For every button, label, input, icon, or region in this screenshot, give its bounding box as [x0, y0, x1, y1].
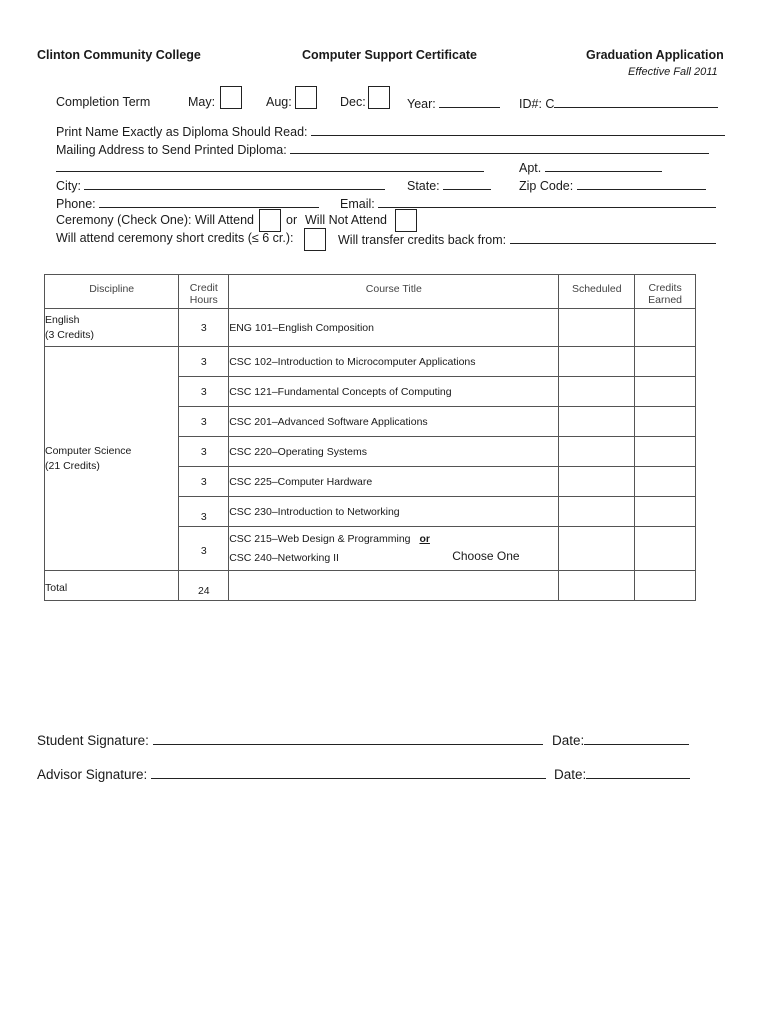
credits-earned-cell[interactable] [635, 407, 696, 437]
ceremony-label: Ceremony (Check One): Will Attend [56, 213, 254, 227]
student-signature-field [37, 731, 543, 748]
credit-hours-cell: 3 [179, 467, 229, 497]
will-not-attend-label: Will Not Attend [305, 213, 387, 227]
discipline-header: Discipline [45, 275, 179, 309]
mailing-address-field [56, 141, 709, 157]
id-field [519, 95, 718, 111]
apt-input[interactable] [545, 159, 662, 172]
course-choice-or: or [419, 532, 430, 545]
course-title-cell: CSC 230–Introduction to Networking [229, 497, 559, 527]
credit-hours-cell: 3 [179, 347, 229, 377]
credits-earned-cell[interactable] [635, 467, 696, 497]
scheduled-cell[interactable] [559, 377, 635, 407]
credit-hours-header-1: Credit [189, 282, 218, 294]
course-title-cell: CSC 201–Advanced Software Applications [229, 407, 559, 437]
total-hours: 24 [179, 571, 229, 601]
or-label: or [286, 213, 298, 227]
apt-field [519, 159, 662, 175]
email-label: Email: [340, 197, 375, 211]
city-input[interactable] [84, 177, 385, 190]
print-name-input[interactable] [311, 123, 725, 136]
advisor-date-label: Date: [554, 767, 587, 782]
credit-hours-cell: 3 [179, 377, 229, 407]
choose-one-note: Choose One [452, 549, 520, 563]
credit-hours-cell: 3 [179, 407, 229, 437]
email-input[interactable] [378, 195, 716, 208]
credits-earned-cell[interactable] [635, 437, 696, 467]
student-date-input[interactable] [584, 731, 689, 745]
total-scheduled-cell[interactable] [559, 571, 635, 601]
address-line-2-input[interactable] [56, 159, 484, 172]
credits-earned-cell[interactable] [635, 309, 696, 347]
credits-earned-cell[interactable] [635, 527, 696, 571]
aug-checkbox[interactable] [295, 86, 317, 109]
transfer-input[interactable] [510, 231, 716, 244]
discipline-english [45, 309, 179, 347]
credits-earned-cell[interactable] [635, 497, 696, 527]
mailing-address-label: Mailing Address to Send Printed Diploma: [56, 143, 287, 157]
advisor-signature-label: Advisor Signature: [37, 767, 148, 782]
student-date-label: Date: [552, 733, 585, 748]
discipline-cs-credits: (21 Credits) [45, 459, 100, 472]
credits-earned-header-1: Credits [648, 282, 682, 294]
table-row [45, 347, 696, 377]
scheduled-cell[interactable] [559, 309, 635, 347]
course-title-header: Course Title [229, 275, 559, 309]
will-attend-checkbox[interactable] [259, 209, 281, 232]
course-table [44, 274, 696, 601]
total-earned-cell[interactable] [635, 571, 696, 601]
course-title-cell: CSC 220–Operating Systems [229, 437, 559, 467]
course-choice-option-2: CSC 240–Networking II [229, 551, 339, 564]
course-title-cell: CSC 225–Computer Hardware [229, 467, 559, 497]
credit-hours-header-2: Hours [189, 294, 218, 306]
credit-hours-cell: 3 [179, 527, 229, 571]
zip-label: Zip Code: [519, 179, 574, 193]
phone-label: Phone: [56, 197, 96, 211]
student-signature-label: Student Signature: [37, 733, 149, 748]
credits-earned-header [635, 275, 696, 309]
city-label: City: [56, 179, 81, 193]
advisor-signature-field [37, 765, 546, 782]
scheduled-cell[interactable] [559, 467, 635, 497]
effective-date: Effective Fall 2011 [628, 66, 718, 78]
course-choice-option-1: CSC 215–Web Design & Programming [229, 532, 411, 545]
total-title-cell [229, 571, 559, 601]
may-label: May: [188, 95, 216, 109]
may-checkbox[interactable] [220, 86, 242, 109]
certificate-name: Computer Support Certificate [302, 48, 478, 62]
print-name-label: Print Name Exactly as Diploma Should Read: [56, 125, 308, 139]
college-name: Clinton Community College [37, 48, 201, 62]
dec-label: Dec: [340, 95, 366, 109]
id-label: ID#: C [519, 97, 555, 111]
may-field [188, 95, 215, 109]
state-label: State: [407, 179, 440, 193]
scheduled-cell[interactable] [559, 527, 635, 571]
discipline-english-name: English [45, 313, 80, 326]
credit-hours-cell: 3 [179, 497, 229, 527]
discipline-cs [45, 347, 179, 571]
advisor-date-field [554, 765, 690, 782]
mailing-address-input[interactable] [290, 141, 709, 154]
year-input[interactable] [439, 95, 500, 108]
total-label: Total [45, 571, 179, 601]
completion-term-label: Completion Term [56, 95, 151, 109]
course-choice-cell [229, 527, 559, 571]
transfer-label: Will transfer credits back from: [338, 233, 507, 247]
form-title: Graduation Application [586, 48, 724, 62]
will-not-attend-checkbox[interactable] [395, 209, 417, 232]
table-header-row [45, 275, 696, 309]
course-title-cell: CSC 121–Fundamental Concepts of Computing [229, 377, 559, 407]
state-field [407, 177, 491, 193]
scheduled-cell[interactable] [559, 347, 635, 377]
credits-earned-cell[interactable] [635, 377, 696, 407]
aug-label: Aug: [266, 95, 292, 109]
year-label: Year: [407, 97, 436, 111]
credit-hours-cell: 3 [179, 309, 229, 347]
id-input[interactable] [554, 95, 718, 108]
credits-earned-cell[interactable] [635, 347, 696, 377]
short-credits-label: Will attend ceremony short credits (≤ 6 cr.): [56, 231, 294, 245]
discipline-cs-name: Computer Science [45, 444, 132, 457]
course-title-cell: CSC 102–Introduction to Microcomputer Applications [229, 347, 559, 377]
credits-earned-header-2: Earned [648, 294, 682, 306]
apt-label: Apt. [519, 161, 542, 175]
table-total-row [45, 571, 696, 601]
credit-hours-cell: 3 [179, 437, 229, 467]
zip-input[interactable] [577, 177, 706, 190]
year-field [407, 95, 500, 111]
address-line-2 [56, 159, 484, 175]
table-row [45, 309, 696, 347]
student-signature-input[interactable] [153, 731, 543, 745]
scheduled-cell[interactable] [559, 497, 635, 527]
short-credits-checkbox[interactable] [304, 228, 326, 251]
advisor-date-input[interactable] [586, 765, 690, 779]
city-field [56, 177, 385, 193]
state-input[interactable] [443, 177, 491, 190]
advisor-signature-input[interactable] [151, 765, 546, 779]
dec-checkbox[interactable] [368, 86, 390, 109]
zip-field [519, 177, 706, 193]
credit-hours-header [179, 275, 229, 309]
course-title-cell: ENG 101–English Composition [229, 309, 559, 347]
scheduled-header: Scheduled [559, 275, 635, 309]
discipline-english-credits: (3 Credits) [45, 328, 95, 341]
scheduled-cell[interactable] [559, 407, 635, 437]
student-date-field [552, 731, 689, 748]
transfer-field [338, 231, 716, 247]
print-name-field [56, 123, 725, 139]
phone-input[interactable] [99, 195, 319, 208]
scheduled-cell[interactable] [559, 437, 635, 467]
